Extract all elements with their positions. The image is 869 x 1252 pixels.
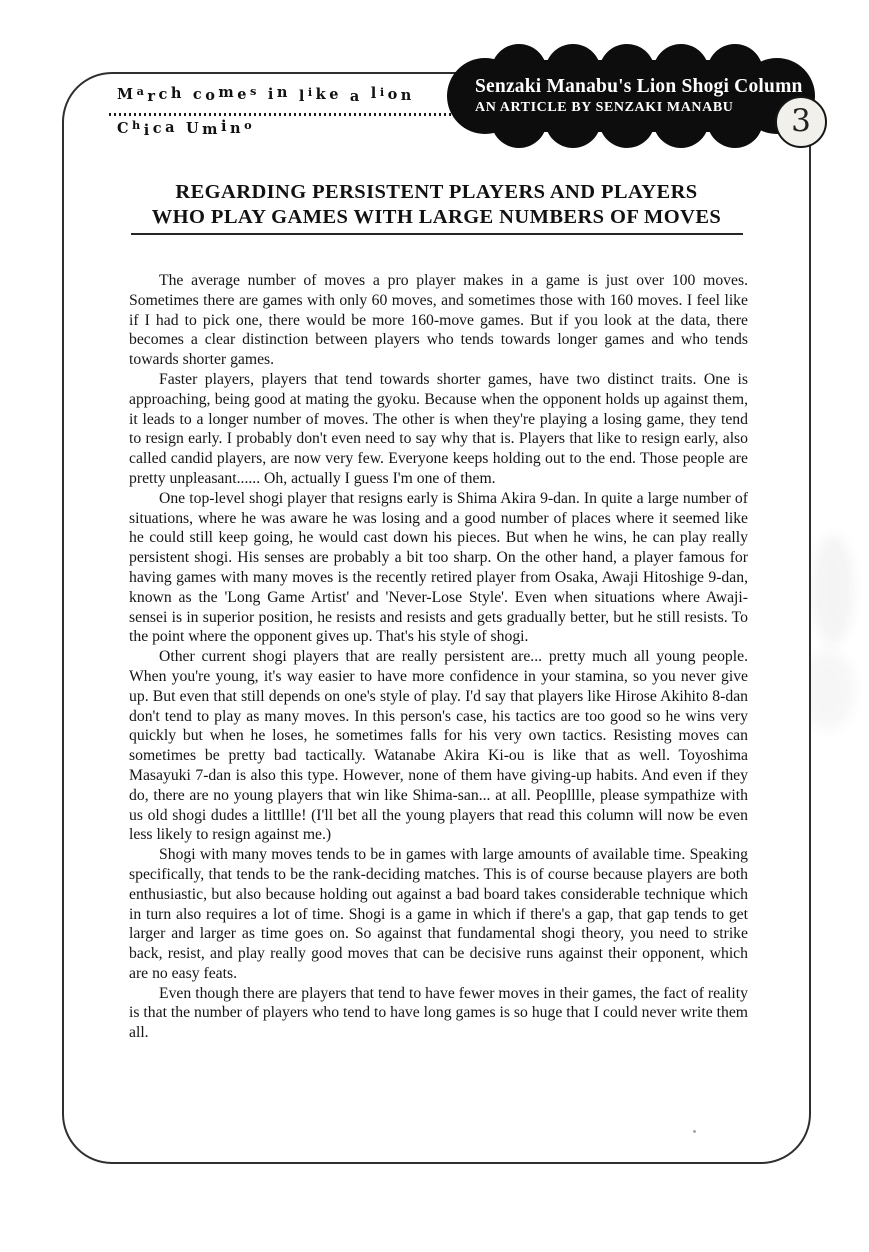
article-paragraph: Even though there are players that tend to have fewer moves in their games, the fact of reality is that the number of players who tend to have long games is so huge that I could never write them all. (129, 984, 748, 1042)
article-paragraph: Other current shogi players that are really persistent are... pretty much all young people. When you're young, it's way easier to have more confidence in your stamina, so you never give up. But even that still depends on one's style of play. I'd say that players like Hirose Akihito 8-dan don't tend to play as many moves. In this person's case, his tactics are too good so he wins very quickly but when he loses, he sometimes falls for his very own tactics. Resisting moves can sometimes be pretty bad tactically. Watanabe Akira Ki-ou is like that as well. Toyoshima Masayuki 7-dan is also this type. However, none of them have giving-up habits. And even if they do, there are no young players that win like Shima-san... at all. Peoplllle, please sympathize with us old shogi dudes a littllle! (I'll bet all the young players that read this column will now be even less likely to resign against me.) (129, 648, 748, 844)
article-title-line2: WHO PLAY GAMES WITH LARGE NUMBERS OF MOVES (151, 206, 722, 228)
series-author: Chica Umino (117, 118, 256, 139)
title-underline (131, 233, 743, 235)
scan-speck (693, 1130, 696, 1133)
article-title-line1: REGARDING PERSISTENT PLAYERS AND PLAYERS (175, 181, 698, 203)
dotted-divider (109, 113, 451, 116)
scan-smudge (812, 535, 854, 645)
article-body (129, 271, 748, 1043)
article-paragraph: One top-level shogi player that resigns early is Shima Akira 9-dan. In quite a large number of situations, where he was aware he was losing and a good number of places where it seemed like he could still keep going, he would cast down his pieces. But when he wins, he can play really persistent shogi. His senses are probably a bit too sharp. On the other hand, a player famous for having games with many moves is the recently retired player from Osaka, Awaji Hitoshige 9-dan, known as the 'Long Game Artist' and 'Never-Lose Style'. Even when situations where Awaji-sensei is in superior position, he resists and resists and gets gradually better, but he still resists. To the point where the opponent gives up. That's his style of shogi. (129, 489, 748, 646)
bubble-text (475, 75, 803, 116)
issue-number-badge (775, 96, 827, 148)
page-frame (62, 72, 811, 1164)
column-byline: AN ARTICLE BY SENZAKI MANABU (475, 100, 734, 115)
article-paragraph: Faster players, players that tend towards shorter games, have two distinct traits. One is approaching, being good at mating the gyoku. Because when the opponent holds up against them, it leads to a longer number of moves. The other is when they're playing a losing game, they tend to resign early. I probably don't even need to say why that is. Players that like to resign early, also called candid players, are now very few. Everyone keeps holding out to the end. Those people are pretty unpleasant...... Oh, actually I guess I'm one of them. (129, 370, 748, 487)
issue-number: 3 (791, 102, 811, 139)
series-title: March comes in like a lion (117, 84, 415, 105)
article-paragraph: The average number of moves a pro player makes in a game is just over 100 moves. Sometimes there are games with only 60 moves, and sometimes those with 160 moves. I feel like if I had to pick one, there would be more 160-move games. But if you look at the data, there becomes a clear distinction between players who tends towards longer games and who tends towards shorter games. (129, 272, 748, 369)
column-header-bubble (447, 44, 815, 148)
article-paragraph: Shogi with many moves tends to be in games with large amounts of available time. Speaking specifically, that tends to be the rank-deciding matches. This is of course because players are both enthusiastic, but also because holding out against a bad board takes considerable technique which in turn also requires a lot of time. Shogi is a game in which if there's a gap, that gap tends to get larger and larger as time goes on. So against that fundamental shogi theory, you need to strike back, resist, and play really good moves that can be decisive runs against their opponent, which are no easy feats. (129, 846, 748, 982)
article-title (64, 180, 809, 230)
column-title: Senzaki Manabu's Lion Shogi Column (475, 76, 803, 97)
